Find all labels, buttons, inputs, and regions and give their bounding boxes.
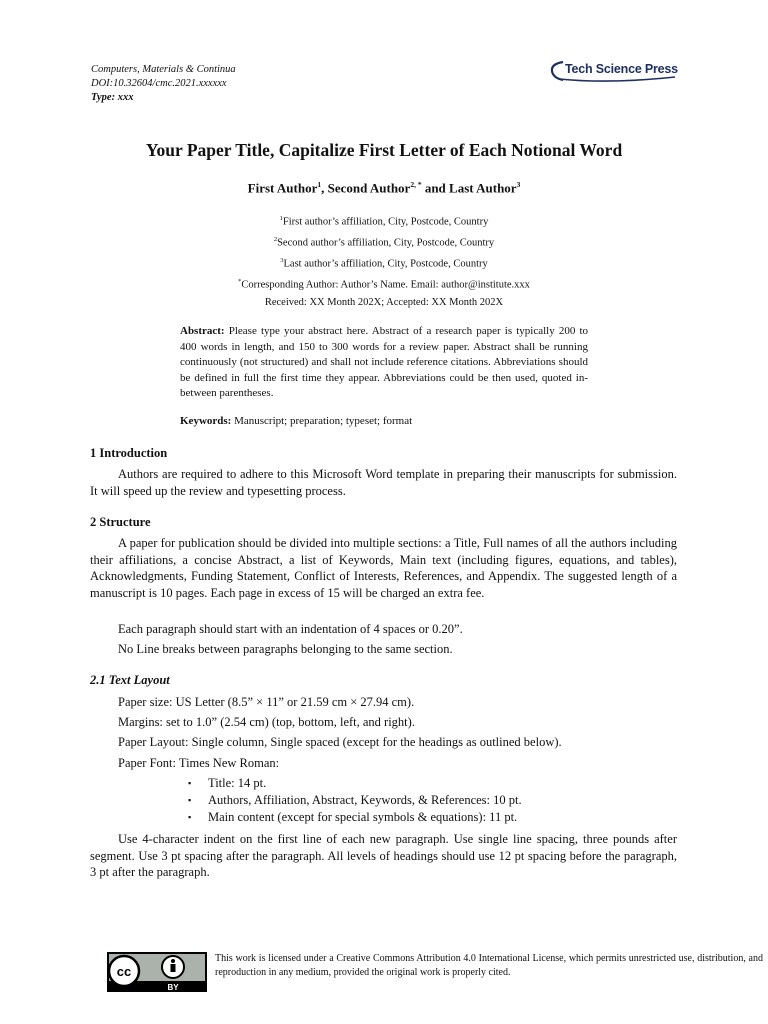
intro-paragraph: Authors are required to adhere to this Microsoft Word template in preparing their manuscripts for submission. It will speed up the review and typesetting process. — [90, 467, 677, 498]
structure-paragraph-2: Each paragraph should start with an indentation of 4 spaces or 0.20”. — [118, 622, 463, 636]
cc-by-license-icon — [107, 952, 207, 992]
keywords — [180, 415, 588, 427]
structure-paragraph-3: No Line breaks between paragraphs belonging to the same section. — [118, 642, 453, 656]
list-item: ▪ Authors, Affiliation, Abstract, Keywords, & References: 10 pt. — [188, 792, 522, 809]
abstract-label: Abstract: — [180, 325, 225, 337]
corresponding-author — [0, 273, 768, 294]
publisher-name: Tech Science Press — [565, 62, 678, 76]
font-size-list — [188, 775, 522, 826]
layout-line-paper-font: Paper Font: Times New Roman: — [118, 756, 280, 770]
keywords-label: Keywords: — [180, 415, 232, 427]
abstract — [180, 324, 588, 402]
author-2: , Second Author — [321, 180, 411, 196]
author-list — [0, 180, 768, 196]
affiliation-1-text: First author’s affiliation, City, Postcode, Country — [282, 216, 489, 228]
affiliation-2-text: Second author’s affiliation, City, Postcode, Country — [277, 237, 495, 249]
paper-title: Your Paper Title, Capitalize First Letter of Each Notional Word — [145, 140, 623, 160]
layout-line-paper-size: Paper size: US Letter (8.5” × 11” or 21.59 cm × 27.94 cm). — [118, 695, 415, 709]
license-text: This work is licensed under a Creative Commons Attribution 4.0 International License, which permits unrestricted use, distribution, and reproduction in any medium, provided the original work is properly cited. — [215, 953, 763, 978]
author-1: First Author — [247, 180, 318, 196]
abstract-text: Please type your abstract here. Abstract of a research paper is typically 200 to 400 words in length, and 150 to 300 words for a review paper. Abstract shall be running continuously (not structured) and shall not include reference citations. Abbreviations should be defined in full the first time they appear. Abbreviations could be then used, quoted in-between parentheses. — [180, 325, 588, 399]
corresponding-text: Corresponding Author: Author’s Name. Email: author@institute.xxx — [241, 279, 530, 291]
corresponding-sup: * — [238, 278, 242, 285]
keywords-text: Manuscript; preparation; typeset; format — [231, 415, 413, 427]
layout-final-paragraph: Use 4-character indent on the first line of each new paragraph. Use single line spacing, three pounds after segment. Use 3 pt spacing after the paragraph. All levels of headings should use 12 pt spacing before the paragraph, 3 pt after the paragraph. — [90, 832, 677, 879]
publisher-logo — [549, 60, 677, 82]
affiliation-3 — [0, 252, 768, 273]
affiliation-1 — [0, 210, 768, 231]
heading-introduction: 1 Introduction — [90, 446, 168, 460]
author-3-sup: 3 — [516, 180, 521, 189]
structure-paragraph-1: A paper for publication should be divided into multiple sections: a Title, Full names of all the authors including their affiliations, a concise Abstract, a list of Keywords, Main text (including figures, equations, and tables), Acknowledgments, Funding Statement, Conflict of Interests, References, and Appendix. The suggested length of a manuscript is 10 pages. Each page in excess of 15 will be charged an extra fee. — [90, 536, 677, 600]
affiliation-3-text: Last author’s affiliation, City, Postcode, Country — [283, 258, 488, 270]
affiliation-2 — [0, 231, 768, 252]
journal-name: Computers, Materials & Continua — [91, 64, 236, 75]
affiliation-1-sup: 1 — [279, 215, 283, 222]
author-2-sup: 2, * — [410, 180, 422, 189]
doi: DOI:10.32604/cmc.2021.xxxxxx — [91, 78, 227, 89]
license-footer — [107, 952, 763, 994]
layout-line-margins: Margins: set to 1.0” (2.54 cm) (top, bottom, left, and right). — [118, 715, 415, 729]
author-3: and Last Author — [421, 180, 517, 196]
affiliation-3-sup: 3 — [280, 257, 284, 264]
svg-text:cc: cc — [116, 964, 132, 979]
list-item: ▪ Title: 14 pt. — [188, 775, 522, 792]
author-1-sup: 1 — [317, 180, 322, 189]
affiliation-2-sup: 2 — [273, 236, 278, 243]
layout-line-paper-layout: Paper Layout: Single column, Single spaced (except for the headings as outlined below). — [118, 735, 562, 749]
affiliations — [0, 210, 768, 312]
received-dates: Received: XX Month 202X; Accepted: XX Month 202X — [264, 297, 504, 308]
article-type: Type: xxx — [91, 92, 134, 103]
heading-text-layout: 2.1 Text Layout — [90, 673, 170, 687]
cc-by-label: BY — [167, 983, 179, 992]
heading-structure: 2 Structure — [90, 515, 151, 529]
list-item: ▪ Main content (except for special symbols & equations): 11 pt. — [188, 809, 522, 826]
journal-header — [91, 63, 236, 105]
